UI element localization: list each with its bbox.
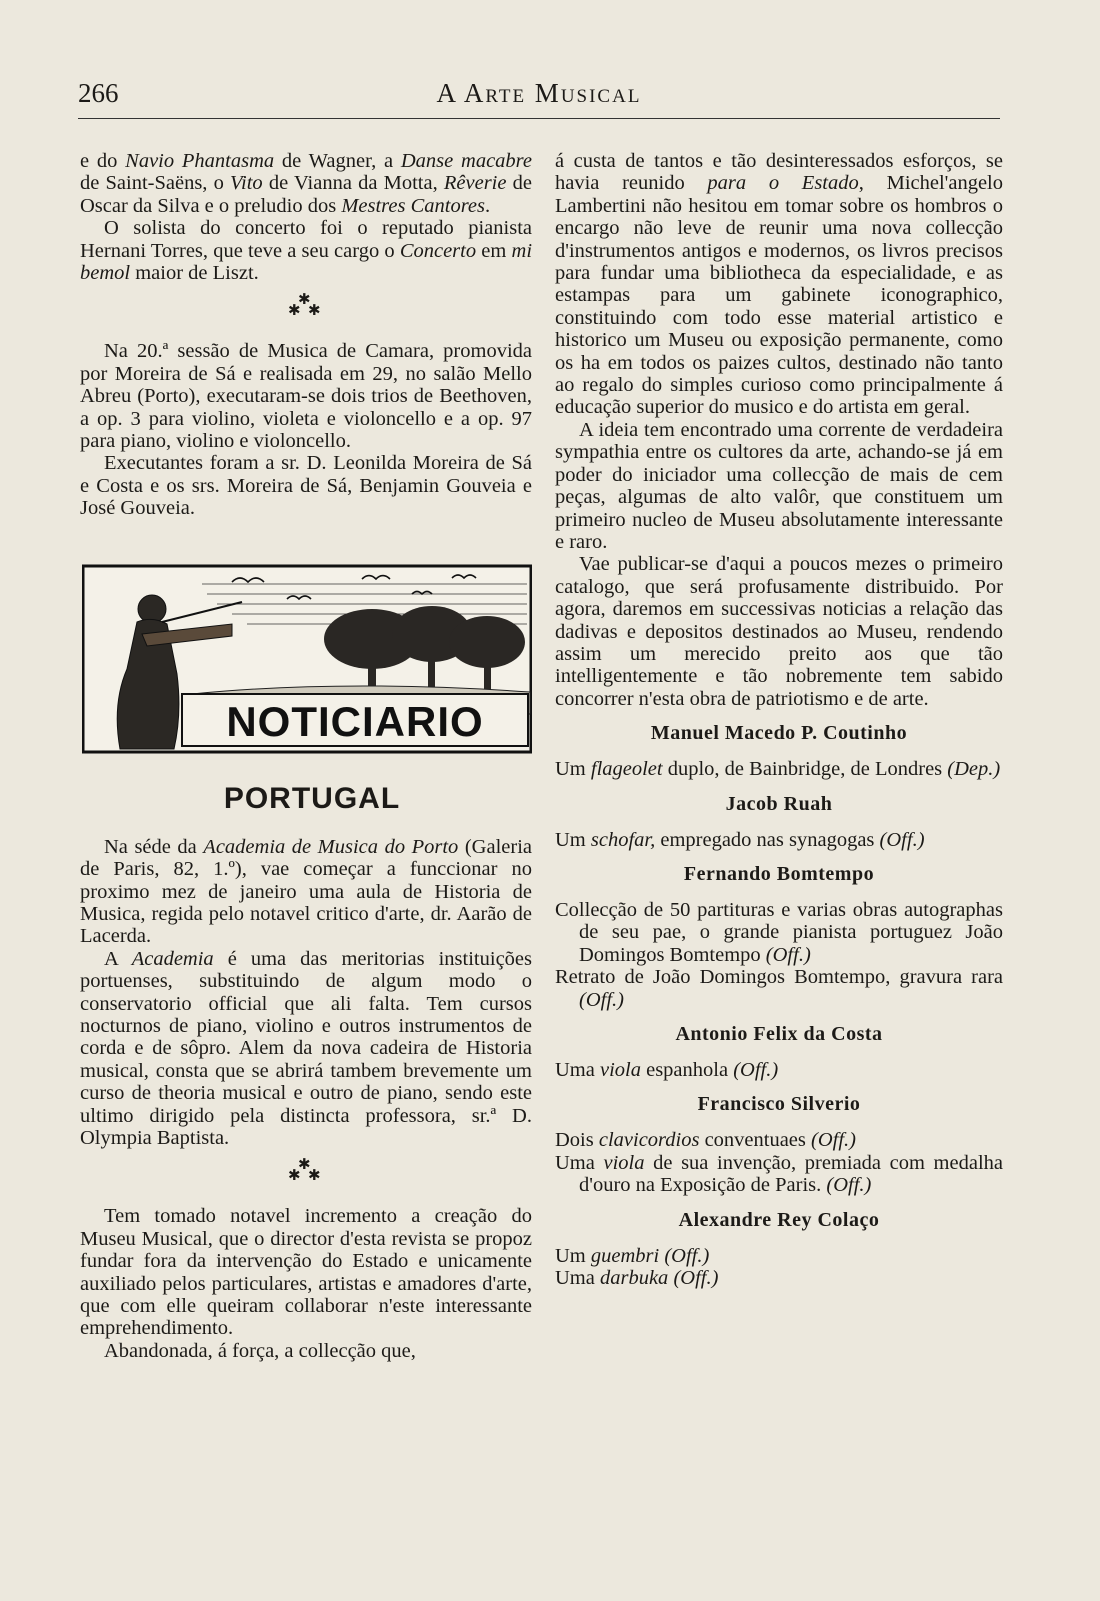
text-run: A ideia tem encontrado uma corrente de verdadeira sympathia entre os cultores da arte, achando-se já em poder do iniciador uma collecção de mais de cem peças, algumas de alto valôr, que constituem um primeiro nucleo de Museu absolutamente interessante e raro. bbox=[555, 418, 1003, 553]
italic-text: Rêverie bbox=[443, 172, 507, 195]
text-run: de Oscar da Silva e o preludio dos bbox=[80, 172, 532, 217]
text-run: A bbox=[104, 947, 132, 970]
paragraph bbox=[80, 1340, 532, 1362]
italic-text: para o Estado bbox=[707, 172, 859, 195]
text-run: Uma bbox=[555, 1151, 604, 1174]
journal-title: A Arte Musical bbox=[436, 78, 642, 108]
text-run: Vae publicar-se d'aqui a poucos mezes o primeiro catalogo, que será profusamente distribuido. Por agora, daremos em successivas noticias a relação das dadivas e depositos destinados ao Museu, rendendo assim um merecido preito aos que tão intelligentemente e tão nobremente tem sabido concorrer n'esta obra de patriotismo e de arte. bbox=[555, 553, 1003, 710]
italic-text: Navio Phantasma bbox=[125, 150, 275, 172]
paragraph bbox=[80, 217, 532, 284]
paragraph bbox=[80, 836, 532, 948]
donor-name: Fernando Bomtempo bbox=[683, 862, 875, 885]
text-run: e do bbox=[80, 150, 126, 172]
section-heading: PORTUGAL bbox=[223, 781, 401, 815]
text-run: maior de Liszt. bbox=[130, 262, 259, 285]
donation-item bbox=[555, 966, 1003, 1011]
italic-text: (Off.) bbox=[579, 988, 624, 1011]
donation-item bbox=[555, 1245, 1003, 1267]
italic-text: Academia de Musica do Porto bbox=[203, 835, 459, 858]
italic-text: mi bemol bbox=[80, 239, 533, 285]
italic-text: (Off.) bbox=[826, 1174, 872, 1197]
noticiario-vignette bbox=[82, 564, 532, 754]
vignette-title: NOTICIARIO bbox=[226, 697, 484, 745]
donor-name: Manuel Macedo P. Coutinho bbox=[650, 722, 908, 745]
italic-text: (Off.) bbox=[673, 1267, 719, 1290]
italic-text: clavicordios bbox=[598, 1129, 700, 1152]
header-rule bbox=[78, 118, 1000, 119]
donation-item bbox=[555, 899, 1003, 966]
text-run: Abandonada, á força, a collecção que, bbox=[104, 1339, 416, 1362]
text-run: Na séde da bbox=[104, 835, 204, 858]
text-run: de Vianna da Motta, bbox=[262, 172, 444, 195]
text-run: de Wagner, a bbox=[274, 150, 401, 172]
italic-text: (Off.) bbox=[733, 1059, 779, 1081]
right-column bbox=[555, 150, 1003, 1289]
italic-text: Danse macabre bbox=[400, 150, 532, 172]
asterism-divider: ✱ ✱ ✱ bbox=[288, 292, 321, 320]
text-run: Uma bbox=[555, 1059, 600, 1081]
italic-text: guembri bbox=[590, 1244, 660, 1267]
paragraph bbox=[555, 553, 1003, 710]
page-number: 266 bbox=[78, 78, 119, 108]
italic-text: flageolet bbox=[590, 758, 663, 781]
text-run: Na 20.ª sessão de Musica de Camara, promovida por Moreira de Sá e realisada em 29, no salão Mello Abreu (Porto), executaram-se dois trios de Beethoven, a op. 3 para violino, violeta e violoncello e a op. 97 para piano, violino e violoncello. bbox=[80, 340, 532, 453]
text-run: de Saint-Saëns, o bbox=[80, 172, 231, 195]
text-run: Collecção de 50 partituras e varias obras autographas de seu pae, o grande pianista portuguez João Domingos Bomtempo bbox=[555, 898, 1003, 966]
donor-name: Francisco Silverio bbox=[697, 1093, 861, 1116]
paragraph bbox=[555, 419, 1003, 553]
text-run: Um bbox=[555, 828, 591, 851]
donation-item bbox=[555, 829, 1003, 851]
text-run: Retrato de João Domingos Bomtempo, gravura rara bbox=[555, 966, 1003, 989]
text-run: . bbox=[485, 194, 491, 217]
text-run: empregado nas synagogas bbox=[655, 828, 880, 851]
italic-text: viola bbox=[599, 1059, 641, 1081]
italic-text: Vito bbox=[230, 172, 263, 195]
text-run: em bbox=[476, 239, 512, 262]
text-run: á custa de tantos e tão desinteressados esforços, se havia reunido bbox=[555, 150, 1003, 195]
italic-text: Concerto bbox=[399, 239, 477, 262]
paragraph bbox=[80, 948, 532, 1150]
text-run: O solista do concerto foi o reputado pianista Hernani Torres, que teve a seu cargo o bbox=[80, 217, 532, 262]
text-run: (Galeria de Paris, 82, 1.º), vae começar a funccionar no proximo mez de janeiro uma aula de Historia de Musica, regida pelo notavel critico d'arte, dr. Aarão de Lacerda. bbox=[80, 835, 532, 948]
donation-item bbox=[555, 1152, 1003, 1197]
italic-text: Mestres Cantores bbox=[341, 194, 486, 217]
paragraph bbox=[80, 340, 532, 452]
text-run: duplo, de Bainbridge, de Londres bbox=[662, 758, 948, 781]
paragraph bbox=[80, 150, 532, 217]
text-run: Um bbox=[555, 1244, 591, 1267]
text-run: de sua invenção, premiada com medalha d'ouro na Exposição de Paris. bbox=[579, 1151, 1003, 1197]
page-header bbox=[78, 78, 1000, 118]
text-run: Uma bbox=[555, 1267, 600, 1290]
paragraph bbox=[80, 1205, 532, 1339]
donation-item bbox=[555, 1059, 1003, 1081]
italic-text: schofar, bbox=[590, 828, 656, 851]
donor-name: Alexandre Rey Colaço bbox=[678, 1208, 880, 1231]
donation-item bbox=[555, 1267, 1003, 1289]
italic-text: Academia bbox=[131, 947, 214, 970]
text-run: Dois bbox=[555, 1129, 599, 1152]
italic-text: (Off.) bbox=[765, 943, 811, 966]
text-run: Um bbox=[555, 758, 591, 781]
italic-text: (Off.) bbox=[811, 1129, 856, 1152]
text-run: conventuaes bbox=[699, 1129, 812, 1152]
italic-text: viola bbox=[603, 1151, 645, 1174]
paragraph bbox=[80, 452, 532, 519]
text-run: , Michel'angelo Lambertini não hesitou em tomar sobre os hombros o encargo não leve de reunir uma nova collecção d'instrumentos antigos e modernos, os livros precisos para fundar uma bibliotheca da especialidade, e as estampas para um gabinete iconographico, constituindo com todo esse material artistico e historico um Museu ou exposição permanente, como os ha em todos os paizes cultos, destinado não tanto ao regalo do simples curioso como principalmente á educação superior do musico e do artista em geral. bbox=[555, 172, 1003, 419]
donor-name: Antonio Felix da Costa bbox=[675, 1023, 883, 1045]
donation-item bbox=[555, 758, 1003, 780]
paragraph bbox=[555, 150, 1003, 419]
italic-text: (Off.) bbox=[664, 1244, 710, 1267]
donor-name: Jacob Ruah bbox=[725, 792, 833, 815]
donation-item bbox=[555, 1129, 1003, 1151]
text-run: é uma das meritorias instituições portuenses, substituindo de algum modo o conservatorio official que ali falta. Tem cursos nocturnos de piano, violino e outros instrumentos de corda e de sôpro. Alem da nova cadeira de Historia musical, consta que se abrirá tambem brevemente um curso de theoria musical e outro de piano, sendo este ultimo dirigido pela distincta professora, sr.ª D. Olympia Baptista. bbox=[80, 947, 532, 1149]
italic-text: (Off.) bbox=[879, 828, 925, 851]
text-run: Executantes foram a sr. D. Leonilda Moreira de Sá e Costa e os srs. Moreira de Sá, Benjamin Gouveia e José Gouveia. bbox=[80, 452, 532, 520]
italic-text: darbuka bbox=[599, 1267, 669, 1290]
left-column bbox=[80, 150, 532, 1362]
text-run: espanhola bbox=[640, 1059, 734, 1081]
asterism-divider: ✱ ✱ ✱ bbox=[288, 1157, 321, 1185]
text-run: Tem tomado notavel incremento a creação do Museu Musical, que o director d'esta revista se propoz fundar fora da intervenção do Estado e unicamente auxiliado pelos particulares, artistas e amadores d'arte, que com elle queiram collaborar n'este interessante emprehendimento. bbox=[80, 1205, 532, 1340]
italic-text: (Dep.) bbox=[947, 758, 1001, 781]
